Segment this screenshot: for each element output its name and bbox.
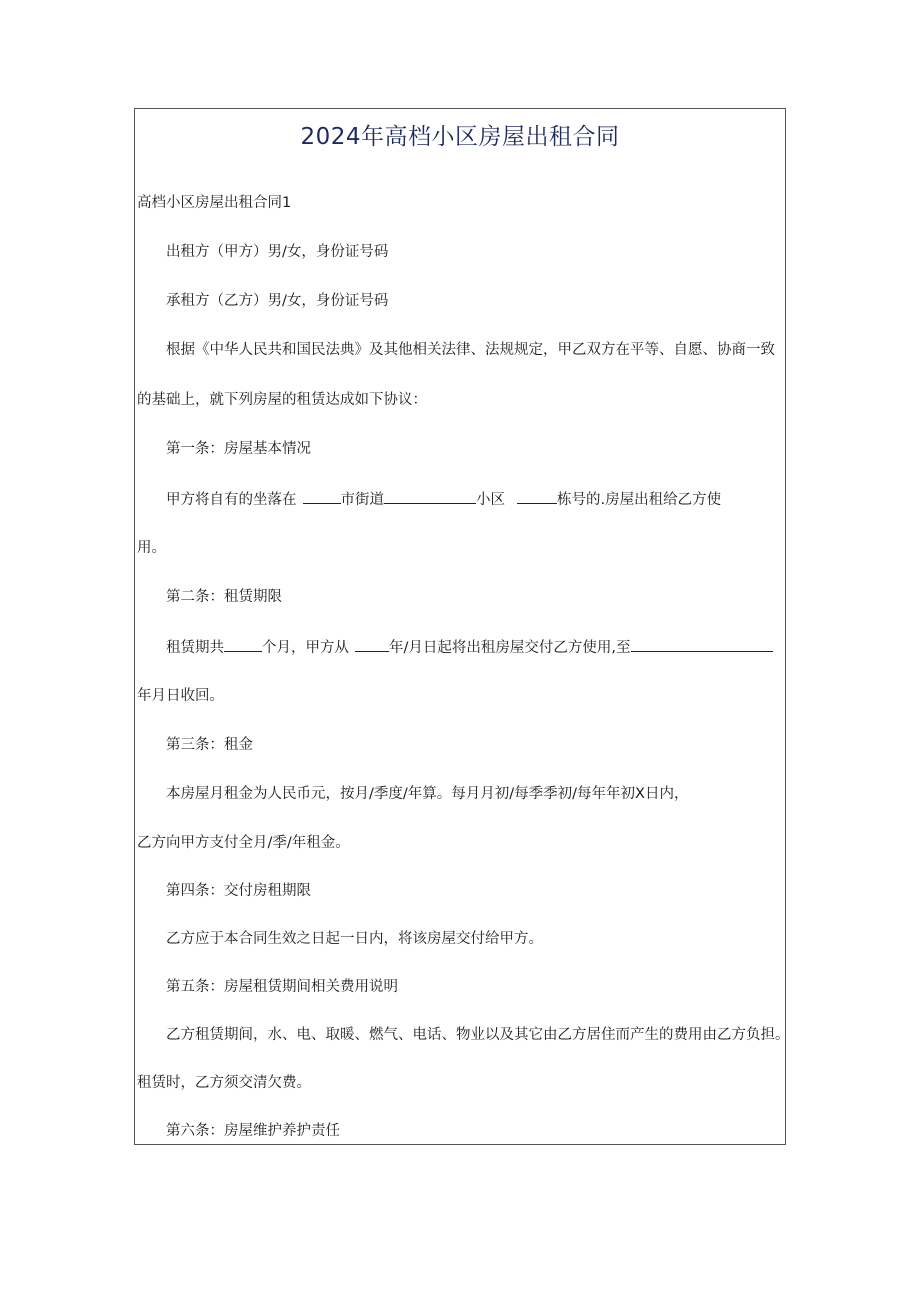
document-title: 2024年高档小区房屋出租合同 — [300, 124, 620, 150]
article-3-title: 第三条：租金 — [166, 737, 253, 753]
article-5-line-1: 乙方租赁期间，水、电、取暖、燃气、电话、物业以及其它由乙方居住而产生的费用由乙方负担。 — [166, 1027, 790, 1043]
article-2-end: 年月日收回。 — [137, 688, 224, 704]
lessee-line: 承租方（乙方）男/女，身份证号码 — [166, 293, 389, 309]
lessor-line: 出租方（甲方）男/女，身份证号码 — [166, 244, 389, 260]
article-3-line-2: 乙方向甲方支付全月/季/年租金。 — [137, 835, 350, 851]
article-1-part-c: 小区 — [476, 492, 505, 508]
article-4-title: 第四条：交付房租期限 — [166, 883, 311, 899]
article-2-part-b: 个月，甲方从 — [262, 640, 349, 656]
article-4-line-1: 乙方应于本合同生效之日起一日内，将该房屋交付给甲方。 — [166, 931, 543, 947]
article-2-title: 第二条：租赁期限 — [166, 589, 282, 605]
article-1-part-b: 市街道 — [340, 492, 384, 508]
blank-field — [384, 489, 476, 504]
blank-field — [355, 637, 389, 652]
article-5-line-2: 租赁时，乙方须交清欠费。 — [137, 1075, 311, 1091]
blank-field — [631, 637, 773, 652]
contract-heading: 高档小区房屋出租合同1 — [137, 195, 292, 211]
article-1-text — [166, 489, 721, 510]
blank-field — [517, 489, 557, 504]
blank-field — [303, 489, 341, 504]
article-1-end: 用。 — [137, 540, 166, 556]
article-6-title: 第六条：房屋维护养护责任 — [166, 1123, 340, 1139]
article-1-title: 第一条：房屋基本情况 — [166, 441, 311, 457]
intro-line-2: 的基础上，就下列房屋的租赁达成如下协议： — [137, 392, 427, 408]
article-3-line-1: 本房屋月租金为人民币元，按月/季度/年算。每月月初/每季季初/每年年初X日内， — [166, 786, 689, 802]
article-2-text — [166, 637, 773, 658]
article-1-part-d: 栋号的.房屋出租给乙方使 — [557, 492, 722, 508]
blank-field — [224, 637, 262, 652]
article-2-part-a: 租赁期共 — [166, 640, 224, 656]
intro-line-1: 根据《中华人民共和国民法典》及其他相关法律、法规规定，甲乙双方在平等、自愿、协商一致 — [166, 342, 775, 358]
article-2-part-c: 年/月日起将出租房屋交付乙方使用,至 — [389, 640, 631, 656]
article-1-part-a: 甲方将自有的坐落在 — [166, 492, 297, 508]
article-5-title: 第五条：房屋租赁期间相关费用说明 — [166, 979, 398, 995]
